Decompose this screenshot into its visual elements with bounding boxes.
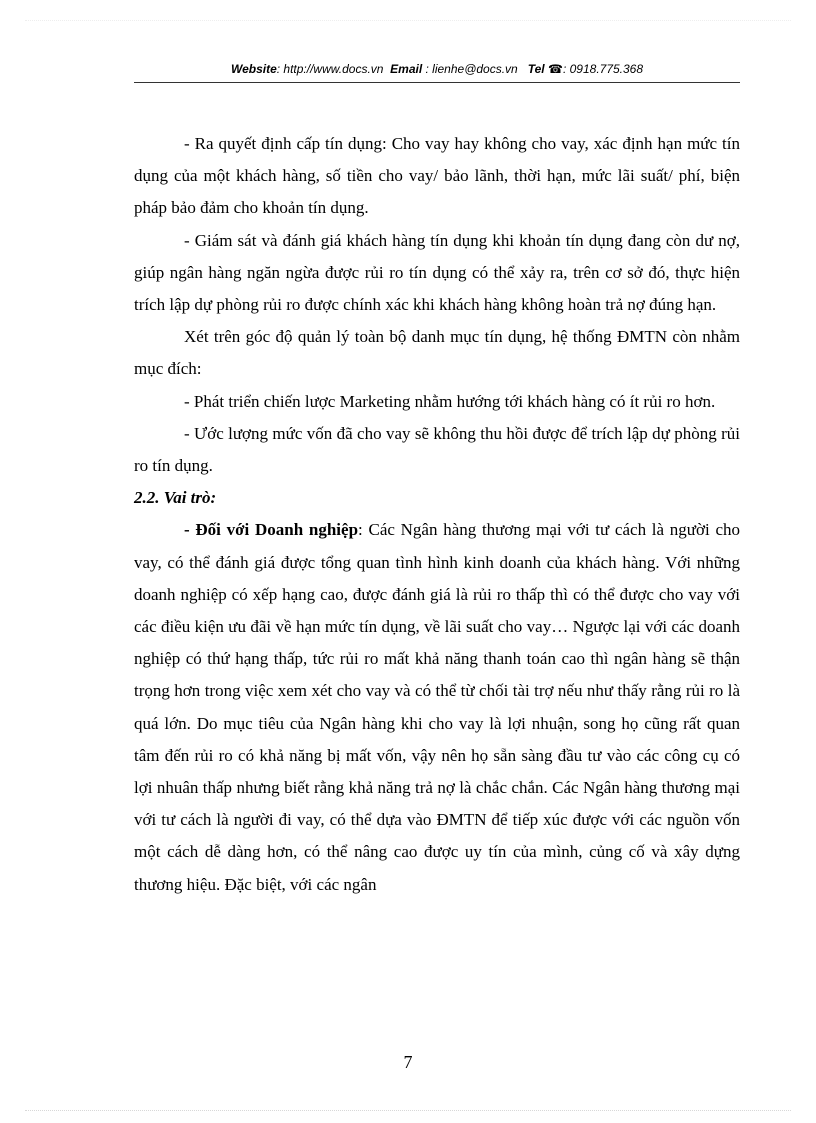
enterprise-role-text: : Các Ngân hàng thương mại với tư cách là người cho vay, có thể đánh giá được tổng quan tình hình kinh doanh của khách hàng. Với những doanh nghiệp có xếp hạng cao, được đánh giá là rủi ro thấp thì có thể được cho vay với các điều kiện ưu đãi về hạn mức tín dụng, về lãi suất cho vay… Ngược lại với các doanh nghiệp có thứ hạng thấp, tức rủi ro mất khả năng thanh toán cao thì ngân hàng sẽ thận trọng hơn trong việc xem xét cho vay và có thể từ chối tài trợ nếu như thấy rằng rủi ro là quá lớn. Do mục tiêu của Ngân hàng khi cho vay là lợi nhuận, song họ cũng rất quan tâm đến rủi ro có khả năng bị mất vốn, vậy nên họ sẵn sàng đầu tư vào các công cụ có lợi nhuân thấp nhưng biết rằng khả năng trả nợ là chắc chắn. Các Ngân hàng thương mại với tư cách là người đi vay, có thể dựa vào ĐMTN để tiếp xúc được với các nguồn vốn một cách dễ dàng hơn, có thể nâng cao được uy tín của mình, củng cố và xây dựng thương hiệu. Đặc biệt, với các ngân bbox=[134, 520, 740, 894]
top-dotted-border bbox=[25, 20, 791, 21]
website-label: Website bbox=[230, 62, 277, 76]
paragraph-enterprise-role bbox=[134, 514, 740, 900]
paragraph-portfolio: Xét trên góc độ quản lý toàn bộ danh mục tín dụng, hệ thống ĐMTN còn nhằm mục đích: bbox=[134, 327, 740, 379]
tel-value: : 0918.775.368 bbox=[562, 62, 644, 76]
paragraph-provision: - Ước lượng mức vốn đã cho vay sẽ không thu hồi được để trích lập dự phòng rủi ro tín dụng. bbox=[134, 423, 740, 476]
header-rule bbox=[134, 82, 740, 83]
website-value: : http://www.docs.vn bbox=[276, 62, 384, 76]
paragraph-marketing: - Phát triển chiến lược Marketing nhằm hướng tới khách hàng có ít rủi ro hơn. bbox=[184, 391, 716, 411]
enterprise-role-lead: - Đối với Doanh nghiệp bbox=[184, 520, 359, 540]
paragraph-credit-decision: - Ra quyết định cấp tín dụng: Cho vay hay không cho vay, xác định hạn mức tín dụng của một khách hàng, số tiền cho vay/ bảo lãnh, thời hạn, mức lãi suất/ phí, biện pháp bảo đảm cho khoản tín dụng. bbox=[134, 134, 740, 218]
phone-icon: ☎ bbox=[548, 62, 563, 76]
section-heading: 2.2. Vai trò: bbox=[134, 488, 217, 508]
page-header bbox=[134, 62, 740, 76]
bottom-dotted-border bbox=[25, 1110, 791, 1111]
email-value: : lienhe@docs.vn bbox=[425, 62, 518, 76]
tel-label: Tel bbox=[527, 62, 545, 76]
email-label: Email bbox=[390, 62, 423, 76]
page-number: 7 bbox=[403, 1052, 413, 1072]
document-body bbox=[134, 128, 740, 901]
paragraph-monitoring: - Giám sát và đánh giá khách hàng tín dụng khi khoản tín dụng đang còn dư nợ, giúp ngân hàng ngăn ngừa được rủi ro tín dụng có thể xảy ra, trên cơ sở đó, thực hiện trích lập dự phòng rủi ro được chính xác khi khách hàng không hoàn trả nợ đúng hạn. bbox=[134, 230, 740, 315]
